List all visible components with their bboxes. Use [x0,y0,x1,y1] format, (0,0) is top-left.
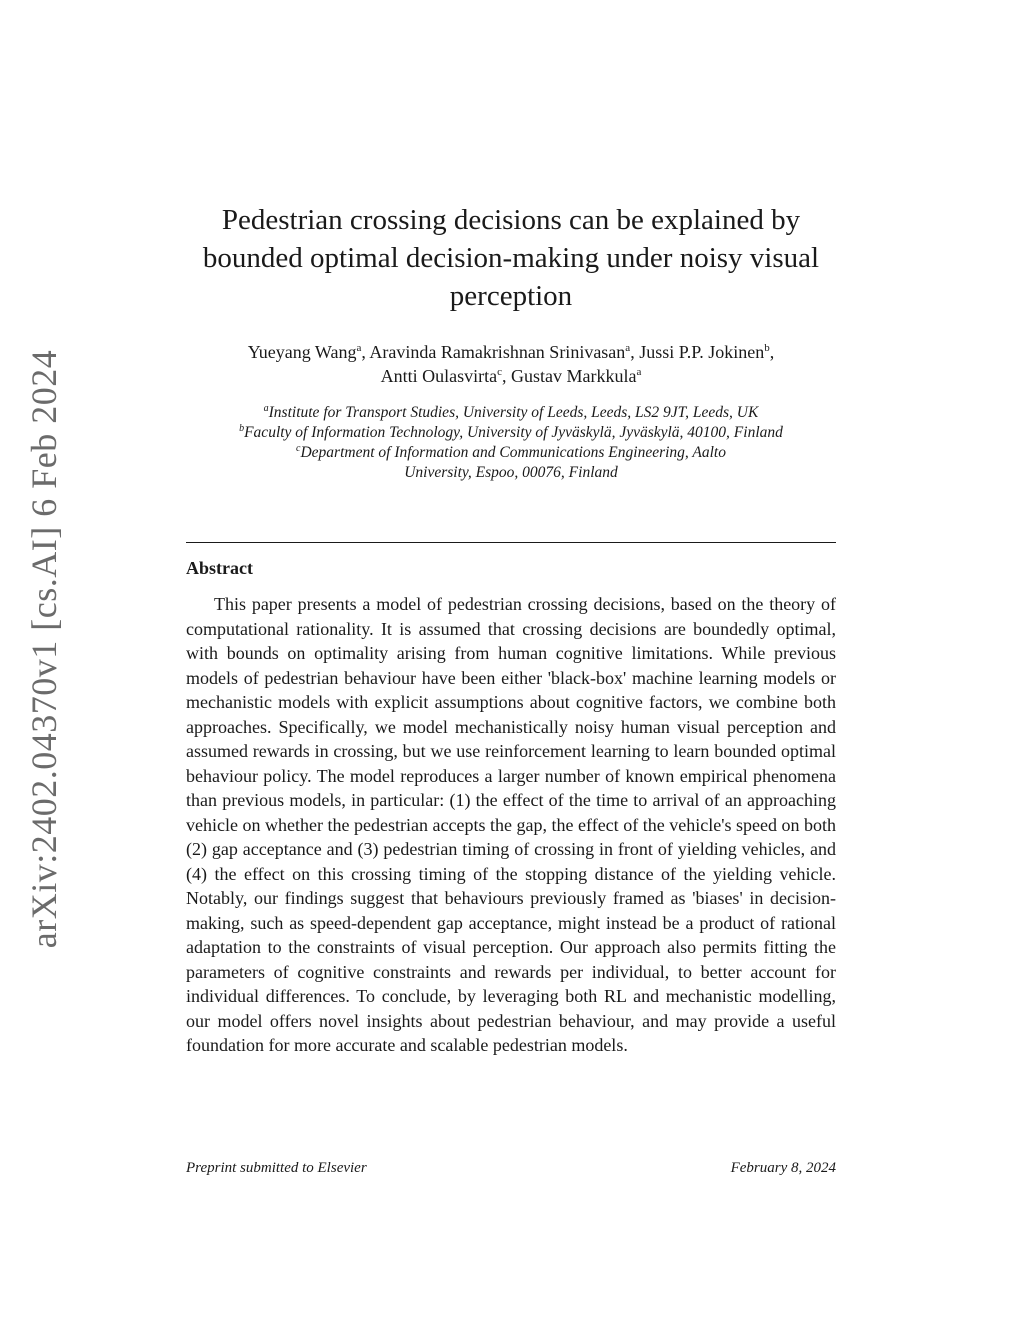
affiliation: $^b$Faculty of Information Technology, University of Jyväskylä, Jyväskylä, 40100, Finland [239,422,783,441]
title-line-3: perception [449,280,573,312]
affiliation: $^c$Department of Information and Communications Engineering, Aalto [296,442,726,461]
footer-preprint-note: Preprint submitted to Elsevier [186,1160,367,1176]
abstract-divider [186,542,836,543]
affiliation-list [186,403,836,483]
author: Gustav Markkula$^a$ [511,366,642,386]
paper-title [186,201,836,315]
author: Aravinda Ramakrishnan Srinivasan$^a$ [369,342,631,362]
author: Yueyang Wang$^a$ [247,342,362,362]
arxiv-id-text: arXiv:2402.04370v1 [cs.AI] 6 Feb 2024 [24,349,65,949]
author: Jussi P.P. Jokinen$^b$ [639,342,770,362]
abstract-heading: Abstract [186,558,253,578]
affiliation: $^a$Institute for Transport Studies, University of Leeds, Leeds, LS2 9JT, Leeds, UK [263,402,759,421]
title-line-1: Pedestrian crossing decisions can be explained by [221,204,801,236]
arxiv-side-identifier [14,349,74,949]
affiliation: University, Espoo, 00076, Finland [404,464,618,481]
title-line-2: bounded optimal decision-making under noisy visual [202,242,820,274]
author: Antti Oulasvirta$^c$ [380,366,502,386]
author-list: Yueyang Wang$^a$, Aravinda Ramakrishnan Srinivasan$^a$, Jussi P.P. Jokinen$^b$, Antti Oulasvirta$^c$, Gustav Markkula$^a$ [247,342,775,386]
footer-date: February 8, 2024 [730,1160,836,1176]
abstract-body: This paper presents a model of pedestrian crossing decisions, based on the theory of computational rationality. It is assumed that crossing decisions are boundedly optimal, with bounds on optimality arising from human cognitive limitations. While previous models of pedestrian behaviour have been either 'black-box' machine learning models or mechanistic models with explicit assumptions about cognitive factors, we combine both approaches. Specifically, we model mechanistically noisy human visual perception and assumed rewards in crossing, but we use reinforcement learning to learn bounded optimal behaviour policy. The model reproduces a larger number of known empirical phenomena than previous models, in particular: (1) the effect of the time to arrival of an approaching vehicle on whether the pedestrian accepts the gap, the effect of the vehicle's speed on both (2) gap acceptance and (3) pedestrian timing of crossing in front of yielding vehicles, and (4) the effect on this crossing timing of the stopping distance of the yielding vehicle. Notably, our findings suggest that behaviours previously framed as 'biases' in decision-making, such as speed-dependent gap acceptance, might instead be a product of rational adaptation to the constraints of visual perception. Our approach also permits fitting the parameters of cognitive constraints and rewards per individual, to better account for individual differences. To conclude, by leveraging both RL and mechanistic modelling, our model offers novel insights about pedestrian behaviour, and may provide a useful foundation for more accurate and scalable pedestrian models. [186,594,836,1055]
